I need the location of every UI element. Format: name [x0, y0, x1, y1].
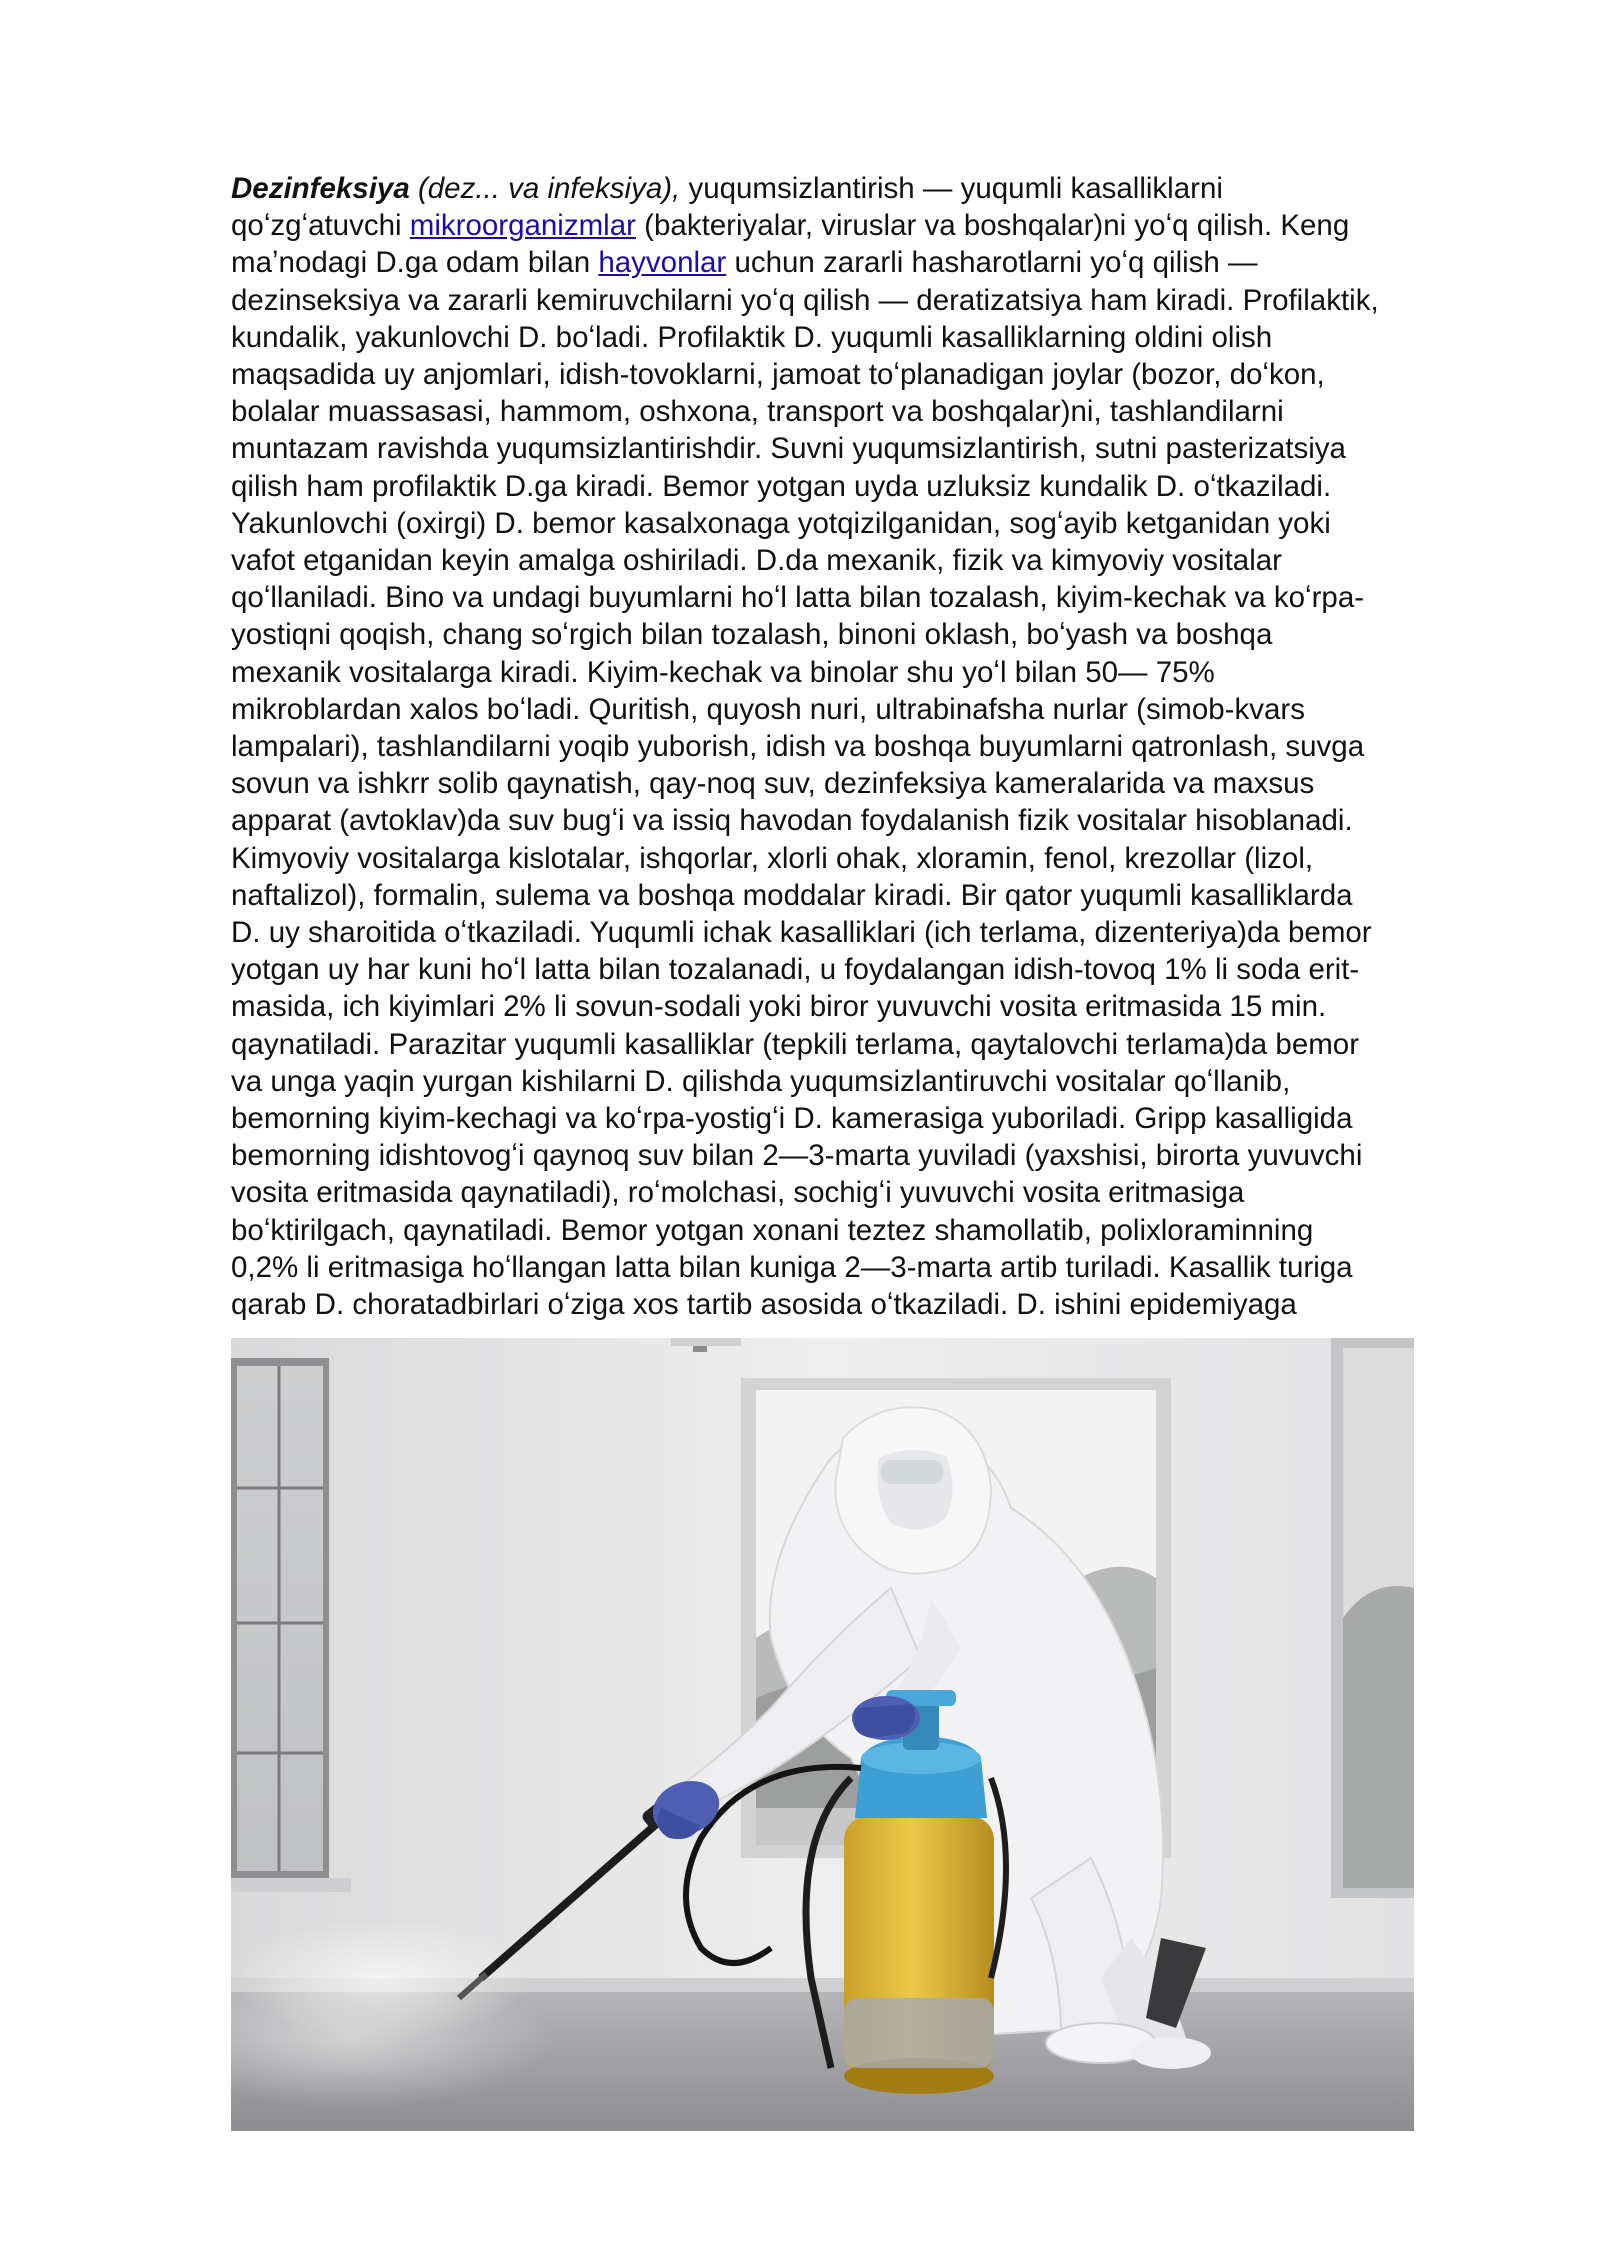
text-segment: qarab D. choratadbirlari oʻziga xos tartib asosida oʻtkaziladi. D. ishini epidemiyaga: [231, 1288, 1297, 1322]
text-segment: dezinseksiya va zararli kemiruvchilarni yoʻq qilish — deratizatsiya ham kiradi. Profilaktik,: [231, 283, 1379, 317]
text-segment: D. uy sharoitida oʻtkaziladi. Yuqumli ichak kasalliklari (ich terlama, dizenteriya)da bemor: [231, 916, 1372, 950]
text-segment: Kimyoviy vositalarga kislotalar, ishqorlar, xlorli ohak, xloramin, fenol, krezollar (lizol,: [231, 841, 1314, 875]
text-segment: naftalizol), formalin, sulema va boshqa moddalar kiradi. Bir qator yuqumli kasalliklarda: [231, 878, 1353, 912]
text-line: [231, 393, 1506, 430]
link-hayvonlar[interactable]: hayvonlar: [598, 246, 727, 280]
text-line: [231, 579, 1506, 616]
photo-person-in-protective-suit-spraying-disinfectant-icon: [231, 1338, 1414, 2131]
text-line: [231, 207, 1506, 244]
text-line: [231, 1212, 1506, 1249]
text-segment: yotgan uy har kuni hoʻl latta bilan tozalanadi, u foydalangan idish-tovoq 1% li soda erit-: [231, 953, 1360, 987]
text-line: [231, 951, 1506, 988]
text-segment: yostiqni qoqish, chang soʻrgich bilan tozalash, binoni oklash, boʻyash va boshqa: [231, 618, 1273, 652]
text-line: [231, 244, 1506, 281]
disinfection-photo: [231, 1338, 1414, 2131]
text-line: [231, 914, 1506, 951]
text-line: [231, 356, 1506, 393]
text-segment: kundalik, yakunlovchi D. boʻladi. Profilaktik D. yuqumli kasalliklarning oldini olish: [231, 320, 1273, 354]
text-line: [231, 1063, 1506, 1100]
text-line: [231, 542, 1506, 579]
text-segment: bemorning idishtovogʻi qaynoq suv bilan 2—3-marta yuviladi (yaxshisi, birorta yuvuvchi: [231, 1139, 1363, 1173]
text-segment: mikroblardan xalos boʻladi. Quritish, quyosh nuri, ultrabinafsha nurlar (simob-kvars: [231, 692, 1305, 726]
text-line: [231, 988, 1506, 1025]
text-segment: mexanik vositalarga kiradi. Kiyim-kechak va binolar shu yoʻl bilan 50— 75%: [231, 655, 1215, 689]
article-first-line: [231, 170, 1506, 207]
text-segment: uchun zararli hasharotlarni yoʻq qilish —: [726, 246, 1258, 280]
text-segment: vosita eritmasida qaynatiladi), roʻmolchasi, sochigʻi yuvuvchi vosita eritmasiga: [231, 1176, 1245, 1210]
text-segment: qoʻzgʻatuvchi: [231, 209, 410, 243]
text-line: [231, 802, 1506, 839]
text-segment: qaynatiladi. Parazitar yuqumli kasalliklar (tepkili terlama, qaytalovchi terlama)da bemor: [231, 1027, 1360, 1061]
text-line: [231, 1286, 1506, 1323]
text-segment: muntazam ravishda yuqumsizlantirishdir. Suvni yuqumsizlantirish, sutni pasterizatsiya: [231, 432, 1346, 466]
text-line: [231, 765, 1506, 802]
text-line: [231, 616, 1506, 653]
text-line: [231, 1026, 1506, 1063]
text-segment: qilish ham profilaktik D.ga kiradi. Bemor yotgan uyda uzluksiz kundalik D. oʻtkaziladi.: [231, 469, 1332, 503]
text-line: [231, 1137, 1506, 1174]
term-title: Dezinfeksiya: [231, 172, 410, 205]
text-line: [231, 840, 1506, 877]
text-segment: boʻktirilgach, qaynatiladi. Bemor yotgan xonani teztez shamollatib, polixloraminning: [231, 1213, 1314, 1247]
text-segment: maʼnodagi D.ga odam bilan: [231, 246, 599, 280]
intro-text: yuqumsizlantirish — yuqumli kasalliklarni: [680, 172, 1223, 205]
text-segment: lampalari), tashlandilarni yoqib yuborish, idish va boshqa buyumlarni qatronlash, suvga: [231, 730, 1365, 764]
text-segment: vafot etganidan keyin amalga oshiriladi. D.da mexanik, fizik va kimyoviy vositalar: [231, 544, 1282, 578]
text-line: [231, 1100, 1506, 1137]
text-line: [231, 505, 1506, 542]
text-line: [231, 282, 1506, 319]
text-segment: (bakteriyalar, viruslar va boshqalar)ni yoʻq qilish. Keng: [635, 209, 1350, 243]
text-line: [231, 1249, 1506, 1286]
text-line: [231, 430, 1506, 467]
article-body: [231, 207, 1506, 1323]
text-line: [231, 691, 1506, 728]
text-line: [231, 1174, 1506, 1211]
text-line: [231, 728, 1506, 765]
text-segment: bolalar muassasasi, hammom, oshxona, transport va boshqalar)ni, tashlandilarni: [231, 395, 1284, 429]
text-segment: Yakunlovchi (oxirgi) D. bemor kasalxonaga yotqizilganidan, sogʻayib ketganidan yoki: [231, 506, 1331, 540]
text-segment: qoʻllaniladi. Bino va undagi buyumlarni hoʻl latta bilan tozalash, kiyim-kechak va koʻrpa-: [231, 581, 1365, 615]
text-line: [231, 319, 1506, 356]
text-segment: sovun va ishkrr solib qaynatish, qay-noq suv, dezinfeksiya kameralarida va maxsus: [231, 767, 1315, 801]
text-line: [231, 654, 1506, 691]
text-segment: maqsadida uy anjomlari, idish-tovoklarni, jamoat toʻplanadigan joylar (bozor, doʻkon,: [231, 358, 1325, 392]
text-segment: masida, ich kiyimlari 2% li sovun-sodali yoki biror yuvuvchi vosita eritmasida 15 min.: [231, 990, 1327, 1024]
text-line: [231, 877, 1506, 914]
article-text: [231, 170, 1506, 1323]
text-segment: bemorning kiyim-kechagi va koʻrpa-yostigʻi D. kamerasiga yuboriladi. Gripp kasalligida: [231, 1102, 1353, 1136]
text-segment: 0,2% li eritmasiga hoʻllangan latta bilan kuniga 2—3-marta artib turiladi. Kasallik turiga: [231, 1250, 1353, 1284]
link-mikroorganizmlar[interactable]: mikroorganizmlar: [409, 209, 636, 243]
etymology: (dez... va infeksiya),: [417, 172, 681, 205]
text-segment: apparat (avtoklav)da suv bugʻi va issiq havodan foydalanish fizik vositalar hisoblanadi.: [231, 804, 1353, 838]
text-line: [231, 468, 1506, 505]
text-segment: va unga yaqin yurgan kishilarni D. qilishda yuqumsizlantiruvchi vositalar qoʻllanib,: [231, 1064, 1291, 1098]
